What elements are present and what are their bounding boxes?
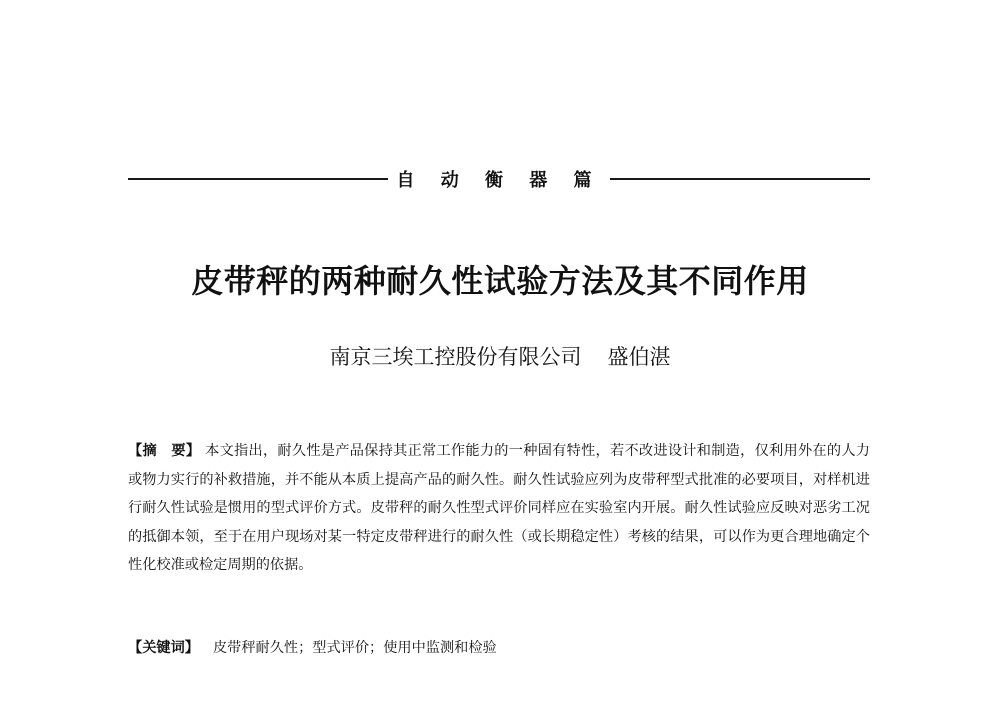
keywords-label: 【关键词】 [128,640,199,656]
organization: 南京三埃工控股份有限公司 [329,345,582,369]
keywords-text: 皮带秤耐久性；型式评价；使用中监测和检验 [212,640,497,656]
byline [0,341,1000,371]
abstract-text: 本文指出，耐久性是产品保持其正常工作能力的一种固有特性，若不改进设计和制造，仅利用外在的人力或物力实行的补救措施，并不能从本质上提高产品的耐久性。耐久性试验应列为皮带秤型式批准的必要项目，对样机进行耐久性试验是惯用的型式评价方式。皮带秤的耐久性型式评价同样应在实验室内开展。耐久性试验应反映对恶劣工况的抵御本领，至于在用户现场对某一特定皮带秤进行的耐久性（或长期稳定性）考核的结果，可以作为更合理地确定个性化校准或检定周期的依据。 [128,443,870,573]
abstract-label: 【摘 要】 [128,443,201,459]
section-header [128,166,870,192]
section-label: 自 动 衡 器 篇 [396,170,602,191]
keywords [128,634,870,663]
header-rule-left [128,178,388,180]
abstract [128,437,870,580]
header-rule-right [610,178,870,180]
author: 盛伯湛 [607,345,671,369]
article-title: 皮带秤的两种耐久性试验方法及其不同作用 [191,262,809,300]
